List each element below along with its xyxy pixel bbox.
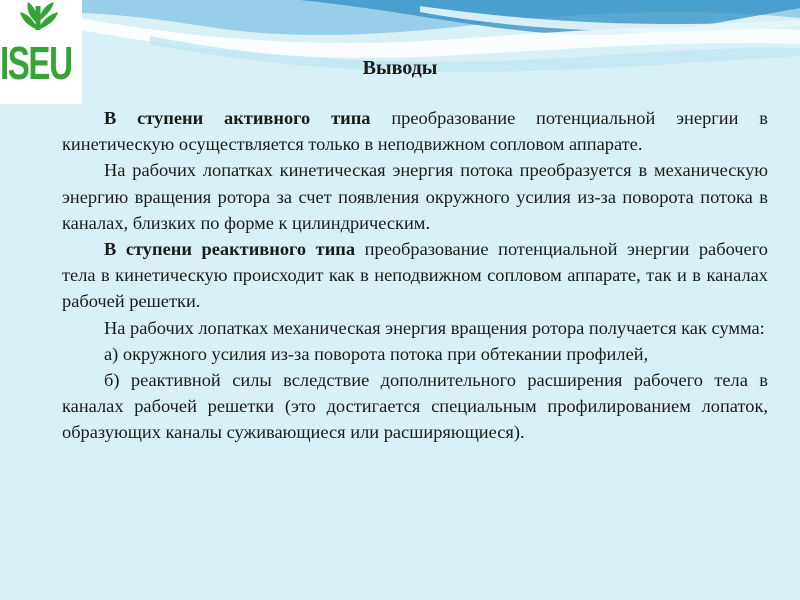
paragraph-6-text: б) реактивной силы вследствие дополнительного расширения рабочего тела в каналах рабочей решетки (это достигается специальным профилированием лопаток, образующих каналы суживающиеся или расширяющиеся). [62,370,768,443]
paragraph-2-text: На рабочих лопатках кинетическая энергия потока преобразуется в механическую энергию вращения ротора за счет появления окружного усилия из-за поворота потока в каналах, близких по форме к цилиндрическим. [62,160,768,233]
paragraph-5-text: а) окружного усилия из-за поворота потока при обтекании профилей, [104,343,649,364]
paragraph-3-bold: В ступени реактивного типа [104,239,356,260]
paragraph-1-text: преобразование потенциальной энергии в кинетическую осуществляется только в неподвижном сопловом аппарате. [62,108,768,155]
paragraph-4 [62,315,768,341]
paragraph-3 [62,236,768,315]
paragraph-4-text: На рабочих лопатках механическая энергия вращения ротора получается как сумма: [104,317,765,338]
iseu-logo [0,0,82,104]
logo-text: ISEU [0,37,72,89]
paragraph-1-bold: В ступени активного типа [104,108,371,128]
paragraph-5 [62,341,768,367]
paragraph-6 [62,367,768,446]
conclusions-text [62,105,768,446]
paragraph-3-text: преобразование потенциальной энергии рабочего тела в кинетическую происходит как в неподвижном сопловом аппарате, так и в каналах рабочей решетки. [62,239,768,312]
paragraph-1 [62,105,768,157]
paragraph-2 [62,157,768,236]
page-title: Выводы [362,57,438,79]
